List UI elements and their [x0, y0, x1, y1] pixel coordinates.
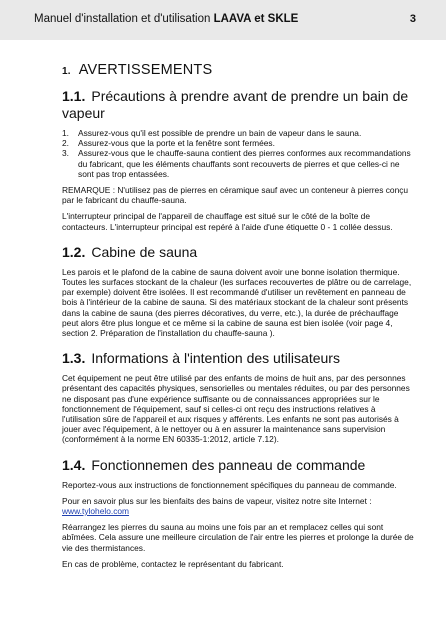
- list-item: 3. Assurez-vous que le chauffe-sauna contient des pierres conformes aux recommandations du fabricant, que les éléments chauffants sont recouverts de pierres et que celles-ci ne sont pas trop entassées.: [62, 148, 411, 179]
- website-link[interactable]: www.tylohelo.com: [62, 506, 130, 517]
- contact-paragraph: En cas de problème, contactez le représentant du fabricant.: [62, 558, 284, 569]
- list-item: 1. Assurez-vous qu'il est possible de prendre un bain de vapeur dans le sauna.: [62, 128, 362, 138]
- page-content: [62, 62, 416, 575]
- website-paragraph: Pour en savoir plus sur les bienfaits des bains de vapeur, visitez notre site Internet : www.tylohelo.com: [62, 495, 372, 517]
- section-title: AVERTISSEMENTS: [78, 62, 213, 78]
- precautions-list: [62, 128, 416, 179]
- subsection-heading-1-3: 1.3. Informations à l'intention des utilisateurs: [62, 350, 340, 367]
- section-heading: [62, 62, 416, 78]
- page-number: 3: [409, 13, 416, 25]
- stones-paragraph: Réarrangez les pierres du sauna au moins une fois par an et remplacez celles qui sont abîmées. Cela assure une meilleure circulation de l'air entre les pierres et prolonge la durée de vie des thermistances.: [62, 522, 414, 553]
- header-title-bold: LAAVA et SKLE: [213, 13, 299, 25]
- header-title: Manuel d'installation et d'utilisation LAAVA et SKLE: [34, 13, 299, 25]
- subsection-heading-1-2: 1.2. Cabine de sauna: [62, 243, 198, 260]
- list-item: 2. Assurez-vous que la porte et la fenêtre sont fermées.: [62, 138, 275, 149]
- user-info-paragraph: Cet équipement ne peut être utilisé par des enfants de moins de huit ans, par des personnes présentant des capacités physiques, sensorielles ou mentales réduites, ou par des personnes ne disposant pas d'une expérience suffisante ou de connaissances appropriées sur le fonctionnement de l'équipement, sauf si celles-ci ont reçu des instructions relatives à l'utilisation sûre de l'appareil et aux risques y afférents. Les enfants ne sont pas autorisés à jouer avec l'équipement, à le nettoyer ou à en assurer la maintenance sans supervision (conformément à la norme EN 60335-1:2012, article 7.12).: [62, 373, 410, 445]
- subsection-heading-1-1: 1.1. Précautions à prendre avant de prendre un bain de vapeur: [62, 88, 409, 121]
- section-number: 1.: [62, 66, 71, 77]
- main-switch-paragraph: L'interrupteur principal de l'appareil de chauffage est situé sur le côté de la boîte de contacteurs. L'interrupteur principal est repéré à l'aide d'une étiquette 0 - 1 collée dessus.: [62, 211, 393, 232]
- subsection-heading-1-4: 1.4. Fonctionnemen des panneau de commande: [62, 456, 366, 473]
- remark-paragraph: REMARQUE : N'utilisez pas de pierres en céramique sauf avec un conteneur à pierres conçu par le fabricant du chauffe-sauna.: [62, 185, 409, 206]
- page-header: [0, 0, 446, 40]
- control-panel-paragraph: Reportez-vous aux instructions de fonctionnement spécifiques du panneau de commande.: [62, 479, 397, 490]
- sauna-cabin-paragraph: Les parois et le plafond de la cabine de sauna doivent avoir une bonne isolation thermique. Toutes les surfaces stockant de la chaleur (les surfaces recouvertes de plâtre ou de carrelage, par exemple) doivent être isolées. Il est recommandé d'utiliser un revêtement en panneau de bois à l'intérieur de la cabine de sauna. Si des matériaux stockant de la chaleur sont présents dans la cabine de sauna (des pierres décoratives, du verre, etc.), la durée de préchauffage peut alors être plus longue et ce même si la cabine de sauna est bien isolée (voir page 4, section 2. Préparation de l'installation du chauffe-sauna ).: [62, 266, 412, 339]
